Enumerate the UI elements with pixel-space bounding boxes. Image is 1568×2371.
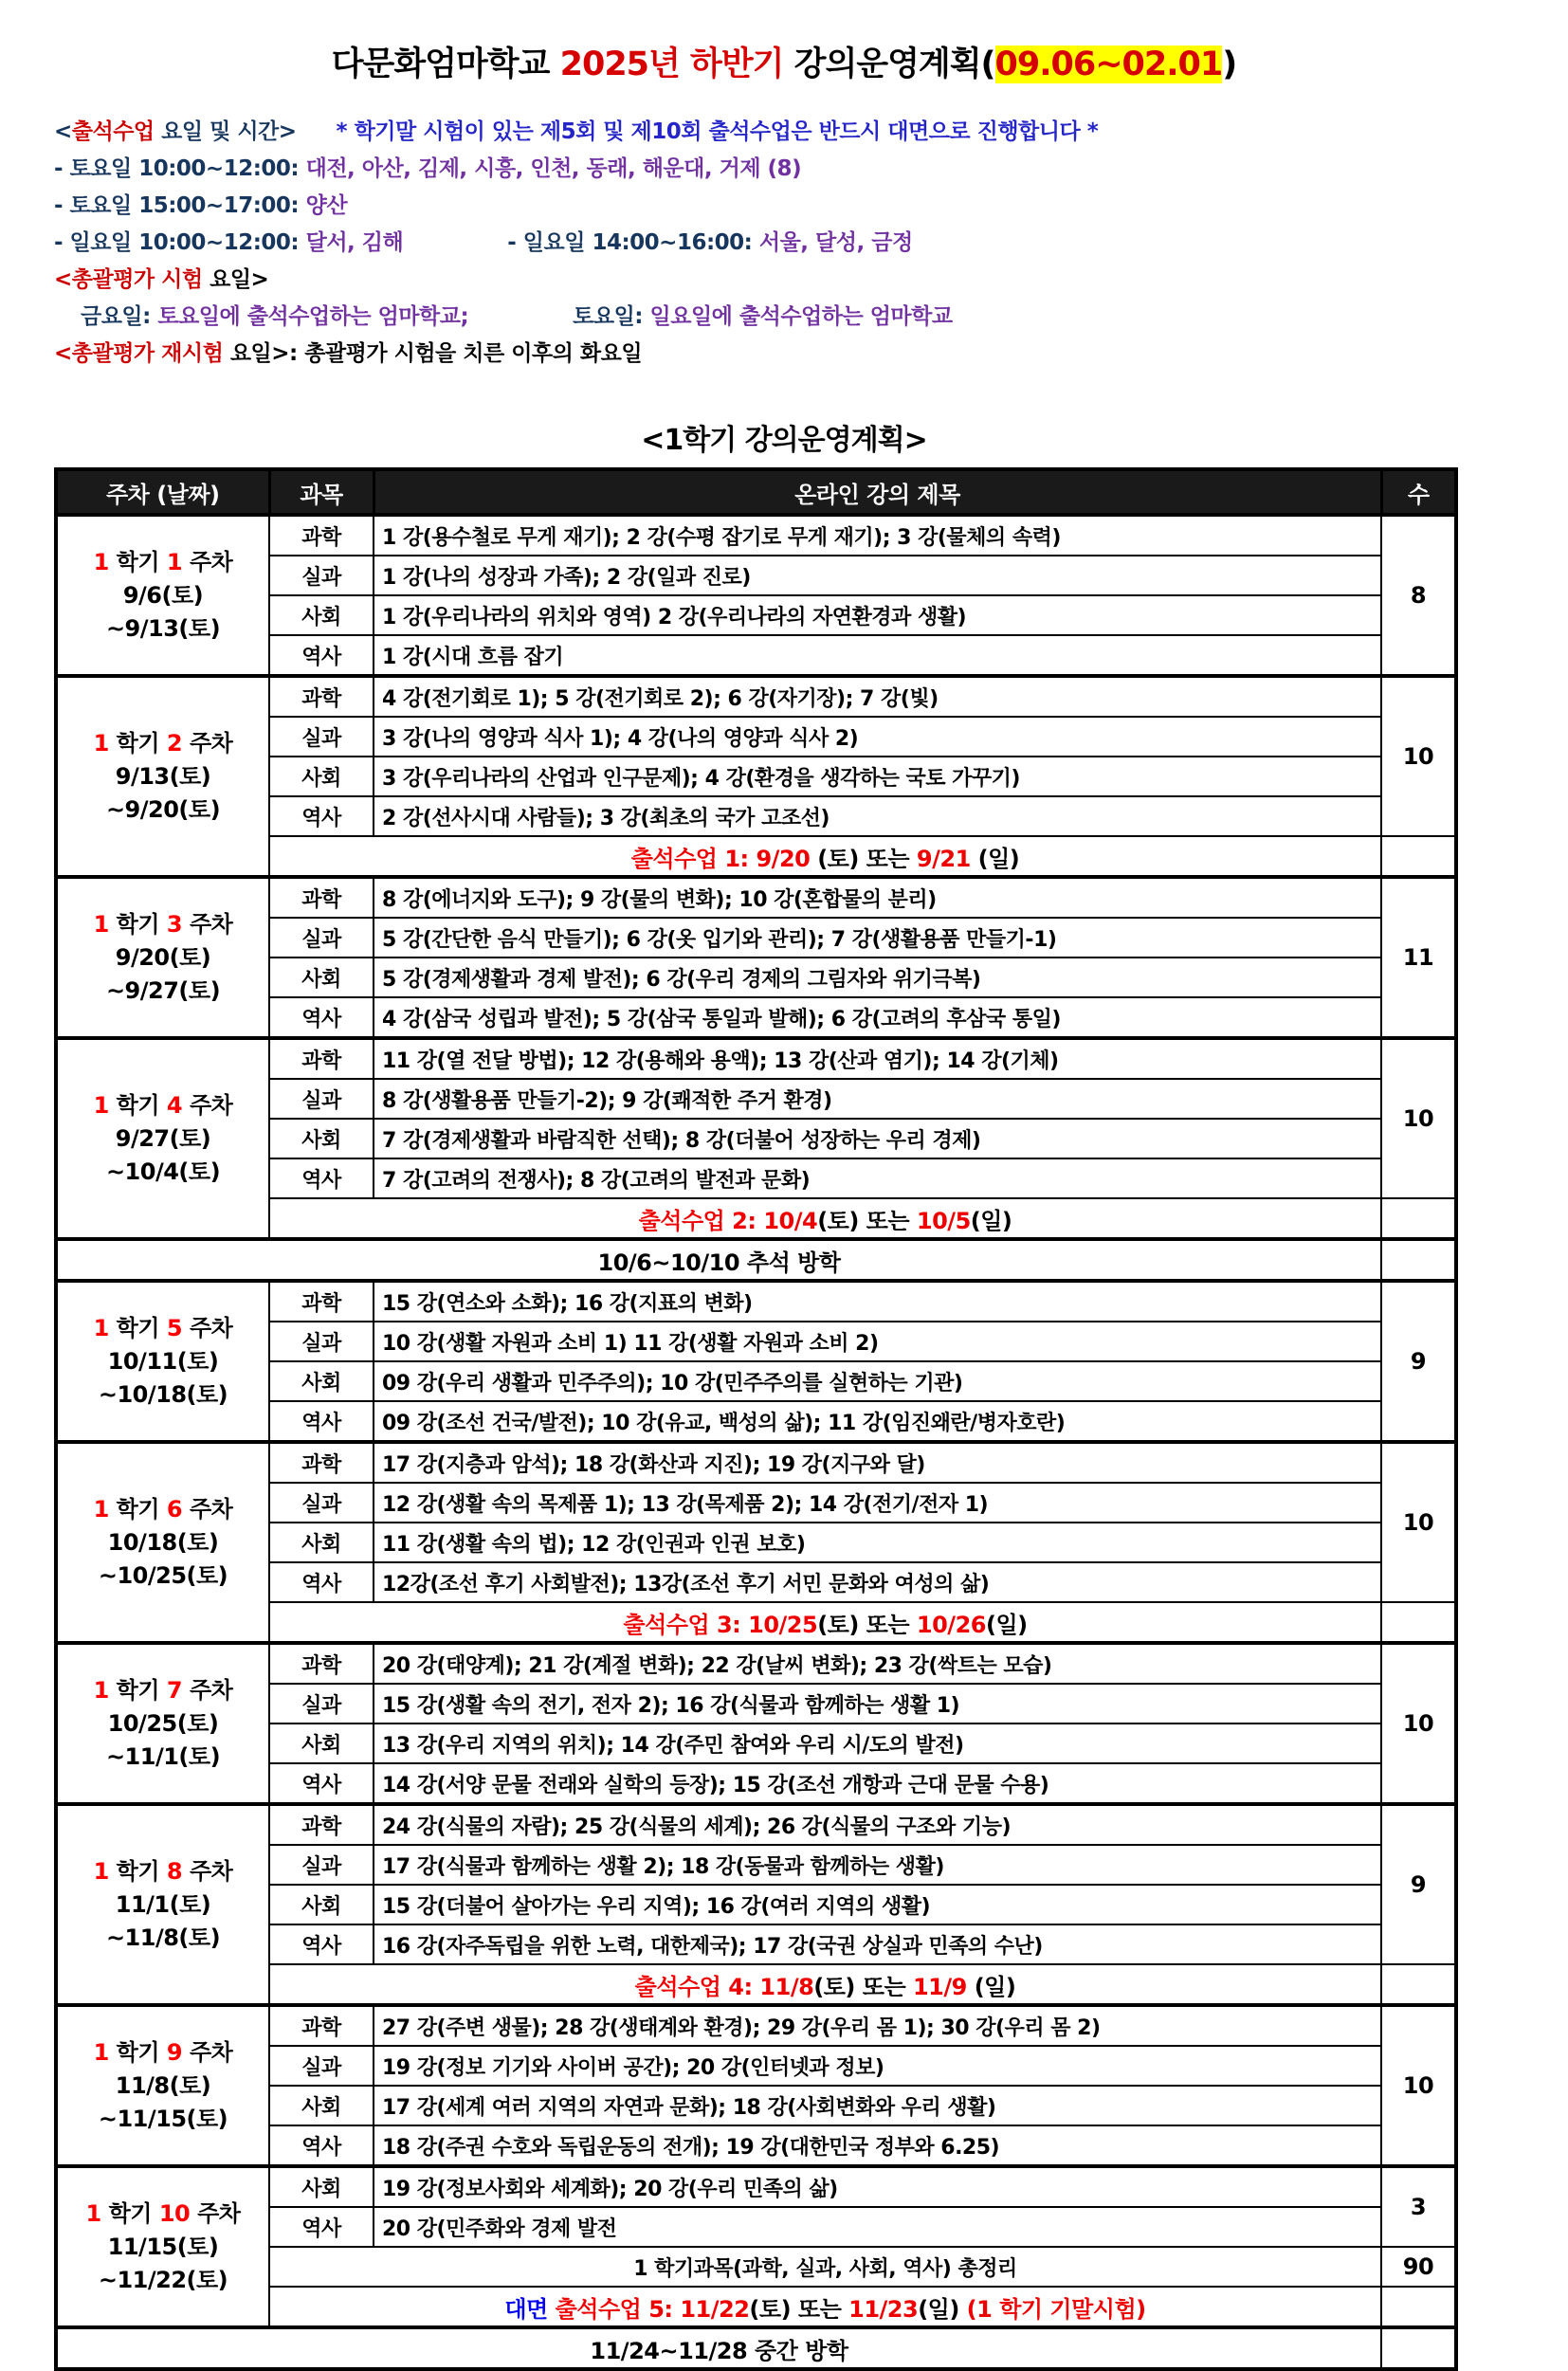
lecture-title-cell: 11 강(열 전달 방법); 12 강(용해와 용액); 13 강(산과 염기); 14 강(기체) — [374, 1038, 1381, 1079]
lecture-title-cell: 3 강(나의 영양과 식사 1); 4 강(나의 영양과 식사 2) — [374, 717, 1381, 757]
lecture-title-cell: 8 강(에너지와 도구); 9 강(물의 변화); 10 강(혼합물의 분리) — [374, 877, 1381, 918]
subject-name-cell: 사회 — [269, 2166, 374, 2207]
lecture-title-cell: 18 강(주권 수호와 독립운동의 전개); 19 강(대한민국 정부와 6.25) — [374, 2125, 1381, 2166]
subject-name-cell: 실과 — [269, 918, 374, 958]
note-saturday-detail: 일요일에 출석수업하는 엄마학교 — [649, 304, 953, 329]
attendance-segment: 9/21 — [916, 845, 971, 872]
attendance-segment: 11/9 — [912, 1973, 975, 2000]
note-retest-heading — [54, 336, 1514, 373]
note-friday-detail: 토요일에 출석수업하는 엄마학교; — [157, 304, 469, 329]
lecture-count-cell: 10 — [1381, 2005, 1456, 2166]
lecture-title-cell: 17 강(세계 여러 지역의 자연과 문화); 18 강(사회변화와 우리 생활) — [374, 2086, 1381, 2125]
subject-name-cell: 사회 — [269, 958, 374, 997]
summary-text-cell: 1 학기과목(과학, 실과, 사회, 역사) 총정리 — [269, 2247, 1381, 2287]
subject-name-cell: 실과 — [269, 1483, 374, 1523]
vacation-text-cell: 10/6~10/10 추석 방학 — [56, 1239, 1381, 1281]
week-label-cell: 1 학기 8 주차 11/1(토) ~11/8(토) — [56, 1804, 269, 2005]
attendance-session-cell — [269, 2287, 1381, 2327]
attendance-segment: (일) — [974, 1973, 1016, 2000]
lecture-title-cell: 19 강(정보 기기와 사이버 공간); 20 강(인터넷과 정보) — [374, 2046, 1381, 2086]
subject-name-cell: 과학 — [269, 877, 374, 918]
lecture-title-cell: 1 강(나의 성장과 가족); 2 강(일과 진로) — [374, 556, 1381, 595]
vacation-count-cell — [1381, 1239, 1456, 1281]
attendance-segment: (1 학기 기말시험) — [958, 2295, 1146, 2323]
note-saturday-label: 토요일: — [573, 304, 643, 329]
attendance-segment: (토) 또는 — [813, 1973, 913, 2000]
lecture-count-cell: 3 — [1381, 2166, 1456, 2247]
attendance-segment: (토) 또는 — [749, 2295, 849, 2323]
lecture-title-cell: 10 강(생활 자원과 소비 1) 11 강(생활 자원과 소비 2) — [374, 1322, 1381, 1361]
note-open-bracket: < — [54, 119, 72, 144]
week-number: 2 — [166, 729, 183, 757]
week-label-cell: 1 학기 5 주차 10/11(토) ~10/18(토) — [56, 1281, 269, 1442]
week-number: 4 — [166, 1091, 183, 1119]
lecture-title-cell: 19 강(정보사회와 세계화); 20 강(우리 민족의 삶) — [374, 2166, 1381, 2207]
attendance-count-cell — [1381, 1602, 1456, 1643]
lecture-title-cell: 2 강(선사시대 사람들); 3 강(최초의 국가 고조선) — [374, 796, 1381, 836]
week-number: 7 — [166, 1676, 183, 1704]
subject-name-cell: 사회 — [269, 2086, 374, 2125]
lecture-title-cell: 16 강(자주독립을 위한 노력, 대한제국); 17 강(국권 상실과 민족의 수난) — [374, 1924, 1381, 1964]
lecture-title-cell: 4 강(전기회로 1); 5 강(전기회로 2); 6 강(자기장); 7 강(빛) — [374, 676, 1381, 717]
attendance-segment: 출석수업 3: 10/25 — [623, 1611, 818, 1638]
title-date-range: 09.06~02.01 — [994, 46, 1223, 83]
page-title — [54, 38, 1514, 85]
subject-name-cell: 역사 — [269, 1158, 374, 1198]
subject-row — [56, 515, 1456, 556]
title-term: 2025년 하반기 — [559, 46, 784, 83]
lecture-title-cell: 20 강(민주화와 경제 발전 — [374, 2207, 1381, 2247]
semester-number: 1 — [93, 2038, 109, 2066]
attendance-segment: (일) — [918, 2295, 959, 2323]
vacation-row — [56, 1239, 1456, 1281]
attendance-segment: 10/26 — [916, 1611, 986, 1638]
attendance-segment: 출석수업 5: 11/22 — [555, 2295, 750, 2323]
subject-name-cell: 사회 — [269, 595, 374, 635]
lecture-count-cell: 9 — [1381, 1281, 1456, 1442]
table-header-row — [56, 469, 1456, 515]
subject-name-cell: 역사 — [269, 796, 374, 836]
lecture-title-cell: 1 강(시대 흐름 잡기 — [374, 635, 1381, 676]
lecture-title-cell: 4 강(삼국 성립과 발전); 5 강(삼국 통일과 발해); 6 강(고려의 후삼국 통일) — [374, 997, 1381, 1038]
week-label-cell: 1 학기 4 주차 9/27(토) ~10/4(토) — [56, 1038, 269, 1239]
week-number: 9 — [166, 2038, 183, 2066]
week-label-cell: 1 학기 6 주차 10/18(토) ~10/25(토) — [56, 1442, 269, 1643]
lecture-title-cell: 24 강(식물의 자람); 25 강(식물의 세계); 26 강(식물의 구조와 기능) — [374, 1804, 1381, 1845]
attendance-session-cell — [269, 1964, 1381, 2005]
lecture-title-cell: 7 강(고려의 전쟁사); 8 강(고려의 발전과 문화) — [374, 1158, 1381, 1198]
note-exam-warning: * 학기말 시험이 있는 제5회 및 제10회 출석수업은 반드시 대면으로 진행합니다 * — [336, 119, 1099, 144]
attendance-session-cell — [269, 1602, 1381, 1643]
subject-name-cell: 과학 — [269, 515, 374, 556]
subject-name-cell: 사회 — [269, 757, 374, 796]
header-lecture-title: 온라인 강의 제목 — [374, 469, 1381, 515]
attendance-segment: 대면 — [504, 2295, 556, 2323]
subject-name-cell: 과학 — [269, 1442, 374, 1483]
lecture-count-cell: 10 — [1381, 1442, 1456, 1602]
semester-number: 1 — [85, 2199, 101, 2227]
lecture-title-cell: 5 강(간단한 음식 만들기); 6 강(옷 입기와 관리); 7 강(생활용품 만들기-1) — [374, 918, 1381, 958]
note-time-label: - 토요일 10:00~12:00: — [54, 156, 300, 181]
lecture-title-cell: 8 강(생활용품 만들기-2); 9 강(쾌적한 주거 환경) — [374, 1079, 1381, 1119]
note-attendance-label: 출석수업 — [71, 119, 155, 144]
note-time-label: - 토요일 15:00~17:00: — [54, 193, 300, 218]
subject-row — [56, 2005, 1456, 2046]
semester-number: 1 — [93, 1314, 109, 1341]
subject-row — [56, 1643, 1456, 1684]
subject-name-cell: 과학 — [269, 1804, 374, 1845]
subject-name-cell: 역사 — [269, 2207, 374, 2247]
subject-name-cell: 실과 — [269, 2046, 374, 2086]
note-time-label: - 일요일 10:00~12:00: — [54, 230, 300, 255]
subject-name-cell: 실과 — [269, 1079, 374, 1119]
week-label-cell: 1 학기 10 주차 11/15(토) ~11/22(토) — [56, 2166, 269, 2327]
header-week-date: 주차 (날짜) — [56, 469, 269, 515]
subject-name-cell: 사회 — [269, 1523, 374, 1562]
subject-row — [56, 676, 1456, 717]
subject-name-cell: 과학 — [269, 1643, 374, 1684]
vacation-count-cell — [1381, 2327, 1456, 2369]
week-label-cell: 1 학기 1 주차 9/6(토) ~9/13(토) — [56, 515, 269, 676]
lecture-title-cell: 13 강(우리 지역의 위치); 14 강(주민 참여와 우리 시/도의 발전) — [374, 1724, 1381, 1763]
lecture-title-cell: 11 강(생활 속의 법); 12 강(인권과 인권 보호) — [374, 1523, 1381, 1562]
subject-row — [56, 877, 1456, 918]
subject-row — [56, 2166, 1456, 2207]
subject-name-cell: 과학 — [269, 2005, 374, 2046]
attendance-segment: (토) 또는 — [810, 845, 917, 872]
subject-name-cell: 과학 — [269, 1281, 374, 1322]
note-region-list: 양산 — [305, 193, 348, 218]
week-number: 1 — [166, 548, 183, 575]
lecture-title-cell: 1 강(용수철로 무게 재기); 2 강(수평 잡기로 무게 재기); 3 강(물체의 속력) — [374, 515, 1381, 556]
semester-number: 1 — [93, 910, 109, 938]
attendance-count-cell — [1381, 1198, 1456, 1239]
attendance-session-cell — [269, 836, 1381, 877]
title-rest: 강의운영계획( — [783, 46, 995, 83]
subject-name-cell: 실과 — [269, 556, 374, 595]
header-subject: 과목 — [269, 469, 374, 515]
lecture-title-cell: 09 강(조선 건국/발전); 10 강(유교, 백성의 삶); 11 강(임진왜란/병자호란) — [374, 1401, 1381, 1442]
lecture-title-cell: 15 강(연소와 소화); 16 강(지표의 변화) — [374, 1281, 1381, 1322]
subject-name-cell: 역사 — [269, 1401, 374, 1442]
subject-name-cell: 역사 — [269, 635, 374, 676]
subject-name-cell: 사회 — [269, 1724, 374, 1763]
subject-name-cell: 실과 — [269, 717, 374, 757]
note-friday-label: 금요일: — [81, 304, 151, 329]
lecture-title-cell: 1 강(우리나라의 위치와 영역) 2 강(우리나라의 자연환경과 생활) — [374, 595, 1381, 635]
title-close-paren: ) — [1222, 46, 1237, 83]
note-region-list: 대전, 아산, 김제, 시흥, 인천, 동래, 해운대, 거제 (8) — [305, 156, 802, 181]
lecture-count-cell: 8 — [1381, 515, 1456, 676]
week-label-cell: 1 학기 2 주차 9/13(토) ~9/20(토) — [56, 676, 269, 877]
subject-name-cell: 사회 — [269, 1119, 374, 1158]
lecture-title-cell: 15 강(생활 속의 전기, 전자 2); 16 강(식물과 함께하는 생활 1) — [374, 1684, 1381, 1724]
attendance-count-cell — [1381, 2287, 1456, 2327]
attendance-segment: (일) — [970, 1207, 1012, 1234]
week-number: 6 — [166, 1495, 183, 1523]
note-time-label: - 일요일 14:00~16:00: — [507, 230, 753, 255]
note-attendance-rest: 요일 및 시간> — [154, 119, 297, 144]
subject-name-cell: 역사 — [269, 1924, 374, 1964]
attendance-segment: 10/5 — [916, 1207, 971, 1234]
attendance-segment: 출석수업 2: 10/4 — [638, 1207, 818, 1234]
attendance-segment: (토) 또는 — [817, 1207, 917, 1234]
lecture-title-cell: 17 강(식물과 함께하는 생활 2); 18 강(동물과 함께하는 생활) — [374, 1845, 1381, 1885]
subject-name-cell: 사회 — [269, 1885, 374, 1924]
note-exam-day-rest: 요일> — [202, 267, 269, 292]
subject-row — [56, 1442, 1456, 1483]
attendance-count-cell — [1381, 1964, 1456, 2005]
title-school: 다문화엄마학교 — [331, 46, 560, 83]
lecture-title-cell: 3 강(우리나라의 산업과 인구문제); 4 강(환경을 생각하는 국토 가꾸기) — [374, 757, 1381, 796]
note-sunday-sessions — [54, 225, 1514, 262]
semester-number: 1 — [93, 548, 109, 575]
attendance-segment: 출석수업 4: 11/8 — [634, 1973, 814, 2000]
lecture-title-cell: 12 강(생활 속의 목제품 1); 13 강(목제품 2); 14 강(전기/전자 1) — [374, 1483, 1381, 1523]
attendance-segment: (토) 또는 — [817, 1611, 917, 1638]
semester-number: 1 — [93, 1676, 109, 1704]
lecture-count-cell: 10 — [1381, 1643, 1456, 1804]
lecture-title-cell: 15 강(더불어 살아가는 우리 지역); 16 강(여러 지역의 생활) — [374, 1885, 1381, 1924]
note-saturday-morning — [54, 151, 1514, 188]
subject-name-cell: 역사 — [269, 997, 374, 1038]
week-number: 10 — [158, 2199, 191, 2227]
lecture-count-cell: 11 — [1381, 877, 1456, 1038]
subject-name-cell: 역사 — [269, 2125, 374, 2166]
lecture-title-cell: 5 강(경제생활과 경제 발전); 6 강(우리 경제의 그림자와 위기극복) — [374, 958, 1381, 997]
note-exam-day-heading — [54, 262, 1514, 299]
vacation-text-cell: 11/24~11/28 중간 방학 — [56, 2327, 1381, 2369]
subject-name-cell: 사회 — [269, 1361, 374, 1401]
note-retest-rest: 요일>: 총괄평가 시험을 치른 이후의 화요일 — [223, 341, 643, 366]
note-attendance-heading — [54, 114, 1514, 151]
week-number: 5 — [166, 1314, 183, 1341]
attendance-session-cell — [269, 1198, 1381, 1239]
lecture-count-cell: 10 — [1381, 1038, 1456, 1198]
subject-row — [56, 1804, 1456, 1845]
lecture-title-cell: 12강(조선 후기 사회발전); 13강(조선 후기 서민 문화와 여성의 삶) — [374, 1562, 1381, 1602]
week-label-cell: 1 학기 9 주차 11/8(토) ~11/15(토) — [56, 2005, 269, 2166]
lecture-title-cell: 17 강(지층과 암석); 18 강(화산과 지진); 19 강(지구와 달) — [374, 1442, 1381, 1483]
note-retest-label: <총괄평가 재시험 — [54, 341, 224, 366]
subject-name-cell: 역사 — [269, 1763, 374, 1804]
lecture-title-cell: 27 강(주변 생물); 28 강(생태계와 환경); 29 강(우리 몸 1); 30 강(우리 몸 2) — [374, 2005, 1381, 2046]
subject-name-cell: 실과 — [269, 1322, 374, 1361]
semester-number: 1 — [93, 1495, 109, 1523]
semester-section-title: <1학기 강의운영계획> — [641, 424, 927, 457]
lecture-title-cell: 20 강(태양계); 21 강(계절 변화); 22 강(날씨 변화); 23 강(싹트는 모습) — [374, 1643, 1381, 1684]
subject-name-cell: 과학 — [269, 1038, 374, 1079]
week-number: 3 — [166, 910, 183, 938]
header-count: 수 — [1381, 469, 1456, 515]
week-label-cell: 1 학기 3 주차 9/20(토) ~9/27(토) — [56, 877, 269, 1038]
note-region-list: 서울, 달성, 금정 — [758, 230, 913, 255]
note-exam-day-detail — [54, 299, 1514, 336]
note-saturday-afternoon — [54, 188, 1514, 225]
vacation-row — [56, 2327, 1456, 2369]
subject-name-cell: 실과 — [269, 1845, 374, 1885]
attendance-count-cell — [1381, 836, 1456, 877]
summary-count-cell: 90 — [1381, 2247, 1456, 2287]
notes-block — [54, 114, 1514, 373]
lecture-title-cell: 09 강(우리 생활과 민주주의); 10 강(민주주의를 실현하는 기관) — [374, 1361, 1381, 1401]
lecture-count-cell: 10 — [1381, 676, 1456, 836]
week-number: 8 — [166, 1857, 183, 1885]
attendance-segment: 11/23 — [848, 2295, 919, 2323]
attendance-segment: (일) — [970, 845, 1020, 872]
subject-name-cell: 과학 — [269, 676, 374, 717]
subject-name-cell: 실과 — [269, 1684, 374, 1724]
attendance-segment: (일) — [985, 1611, 1028, 1638]
note-region-list: 달서, 김해 — [305, 230, 404, 255]
subject-row — [56, 1038, 1456, 1079]
week-label-cell: 1 학기 7 주차 10/25(토) ~11/1(토) — [56, 1643, 269, 1804]
lecture-title-cell: 14 강(서양 문물 전래와 실학의 등장); 15 강(조선 개항과 근대 문물 수용) — [374, 1763, 1381, 1804]
semester-number: 1 — [93, 1857, 109, 1885]
lecture-count-cell: 9 — [1381, 1804, 1456, 1964]
subject-name-cell: 역사 — [269, 1562, 374, 1602]
lecture-title-cell: 7 강(경제생활과 바람직한 선택); 8 강(더불어 성장하는 우리 경제) — [374, 1119, 1381, 1158]
schedule-table — [54, 467, 1458, 2371]
subject-row — [56, 1281, 1456, 1322]
attendance-segment: 출석수업 1: 9/20 — [630, 845, 811, 872]
semester-number: 1 — [93, 729, 109, 757]
semester-number: 1 — [93, 1091, 109, 1119]
note-exam-day-label: <총괄평가 시험 — [54, 267, 203, 292]
